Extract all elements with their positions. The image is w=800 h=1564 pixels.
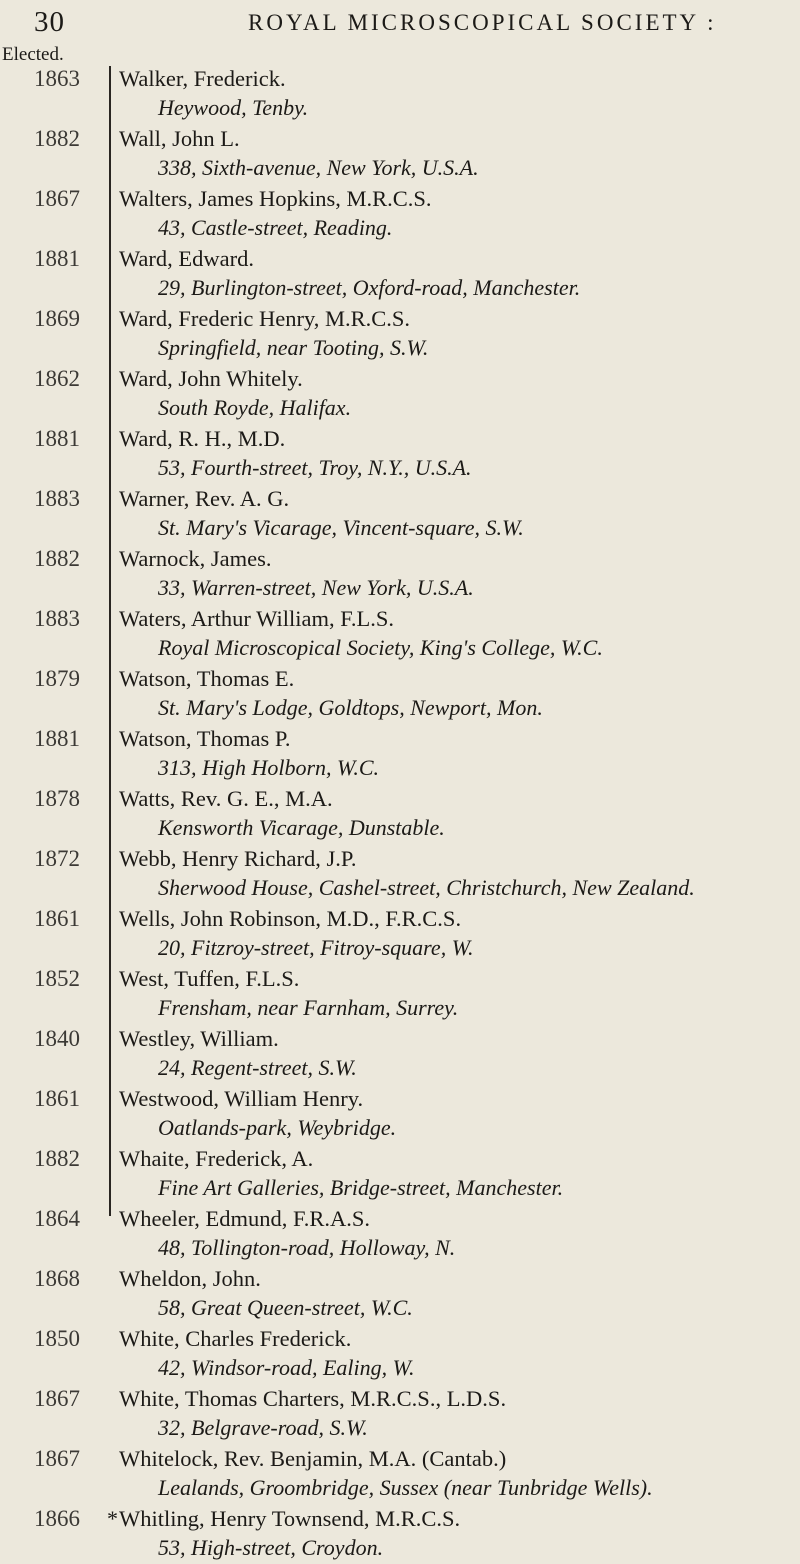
- list-item: [0, 1444, 800, 1504]
- member-name: Whitelock, Rev. Benjamin, M.A. (Cantab.): [119, 1446, 507, 1471]
- list-item: [0, 964, 800, 1024]
- list-item: [0, 304, 800, 364]
- election-year: 1840: [34, 1026, 80, 1051]
- list-item: [0, 1384, 800, 1444]
- member-address: South Royde, Halifax.: [158, 395, 352, 420]
- election-year: 1868: [34, 1266, 80, 1291]
- member-name: Ward, Edward.: [119, 246, 255, 271]
- list-item: [0, 364, 800, 424]
- member-name: White, Thomas Charters, M.R.C.S., L.D.S.: [119, 1386, 507, 1411]
- member-name: Watson, Thomas E.: [119, 666, 295, 691]
- member-address: Royal Microscopical Society, King's College, W.C.: [158, 635, 603, 660]
- member-name: Warner, Rev. A. G.: [119, 486, 290, 511]
- election-year: 1883: [34, 486, 80, 511]
- member-name: Wells, John Robinson, M.D., F.R.C.S.: [119, 906, 462, 931]
- member-address: 58, Great Queen-street, W.C.: [158, 1295, 413, 1320]
- member-name: Watson, Thomas P.: [119, 726, 291, 751]
- election-year: 1882: [34, 546, 80, 571]
- member-address: Heywood, Tenby.: [158, 95, 309, 120]
- member-name: West, Tuffen, F.L.S.: [119, 966, 300, 991]
- member-address: St. Mary's Vicarage, Vincent-square, S.W.: [158, 515, 524, 540]
- list-item: [0, 844, 800, 904]
- list-item: [0, 184, 800, 244]
- member-name: White, Charles Frederick.: [119, 1326, 352, 1351]
- member-address: 20, Fitzroy-street, Fitroy-square, W.: [158, 935, 474, 960]
- election-year: 1881: [34, 246, 80, 271]
- election-year: 1867: [34, 186, 80, 211]
- member-address: Springfield, near Tooting, S.W.: [158, 335, 429, 360]
- election-year: 1861: [34, 906, 80, 931]
- member-name: Webb, Henry Richard, J.P.: [119, 846, 357, 871]
- list-item: [0, 1204, 800, 1264]
- election-year: 1879: [34, 666, 80, 691]
- running-head: ROYAL MICROSCOPICAL SOCIETY :: [248, 10, 717, 35]
- member-list: [0, 64, 800, 1564]
- list-item: [0, 1024, 800, 1084]
- member-address: Fine Art Galleries, Bridge-street, Manchester.: [158, 1175, 564, 1200]
- page-number: 30: [34, 6, 65, 38]
- member-name: Walters, James Hopkins, M.R.C.S.: [119, 186, 432, 211]
- member-marker: *: [107, 1506, 118, 1531]
- election-year: 1866: [34, 1506, 80, 1531]
- list-item: [0, 64, 800, 124]
- election-year: 1883: [34, 606, 80, 631]
- member-name: Walker, Frederick.: [119, 66, 286, 91]
- election-year: 1864: [34, 1206, 80, 1231]
- list-item: [0, 1084, 800, 1144]
- election-year: 1882: [34, 126, 80, 151]
- election-year: 1862: [34, 366, 80, 391]
- member-name: Wall, John L.: [119, 126, 240, 151]
- list-item: [0, 1324, 800, 1384]
- list-item: [0, 424, 800, 484]
- member-name: Westley, William.: [119, 1026, 279, 1051]
- member-address: 48, Tollington-road, Holloway, N.: [158, 1235, 456, 1260]
- election-year: 1872: [34, 846, 80, 871]
- member-address: Oatlands-park, Weybridge.: [158, 1115, 397, 1140]
- list-item: [0, 664, 800, 724]
- member-address: 53, Fourth-street, Troy, N.Y., U.S.A.: [158, 455, 472, 480]
- list-item: [0, 1504, 800, 1564]
- member-address: 43, Castle-street, Reading.: [158, 215, 393, 240]
- list-item: [0, 484, 800, 544]
- member-name: Ward, R. H., M.D.: [119, 426, 286, 451]
- member-name: Warnock, James.: [119, 546, 272, 571]
- member-address: 29, Burlington-street, Oxford-road, Manchester.: [158, 275, 581, 300]
- member-address: Frensham, near Farnham, Surrey.: [158, 995, 459, 1020]
- member-address: 313, High Holborn, W.C.: [158, 755, 380, 780]
- member-address: St. Mary's Lodge, Goldtops, Newport, Mon.: [158, 695, 543, 720]
- election-year: 1878: [34, 786, 80, 811]
- member-address: 42, Windsor-road, Ealing, W.: [158, 1355, 415, 1380]
- member-name: Wheldon, John.: [119, 1266, 261, 1291]
- member-name: Whaite, Frederick, A.: [119, 1146, 314, 1171]
- election-year: 1881: [34, 426, 80, 451]
- election-year: 1867: [34, 1446, 80, 1471]
- list-item: [0, 904, 800, 964]
- member-name: Wheeler, Edmund, F.R.A.S.: [119, 1206, 371, 1231]
- list-item: [0, 1144, 800, 1204]
- member-name: Ward, John Whitely.: [119, 366, 303, 391]
- election-year: 1861: [34, 1086, 80, 1111]
- list-item: [0, 1264, 800, 1324]
- election-year: 1863: [34, 66, 80, 91]
- member-name: Whitling, Henry Townsend, M.R.C.S.: [119, 1506, 461, 1531]
- member-address: 33, Warren-street, New York, U.S.A.: [158, 575, 474, 600]
- member-name: Watts, Rev. G. E., M.A.: [119, 786, 333, 811]
- member-name: Westwood, William Henry.: [119, 1086, 364, 1111]
- member-address: 32, Belgrave-road, S.W.: [158, 1415, 368, 1440]
- election-year: 1867: [34, 1386, 80, 1411]
- member-address: Lealands, Groombridge, Sussex (near Tunbridge Wells).: [158, 1475, 653, 1500]
- list-item: [0, 604, 800, 664]
- elected-column-label: Elected.: [2, 44, 64, 65]
- list-item: [0, 724, 800, 784]
- member-name: Waters, Arthur William, F.L.S.: [119, 606, 395, 631]
- election-year: 1852: [34, 966, 80, 991]
- list-item: [0, 784, 800, 844]
- member-address: 53, High-street, Croydon.: [158, 1535, 384, 1560]
- member-address: 24, Regent-street, S.W.: [158, 1055, 357, 1080]
- member-name: Ward, Frederic Henry, M.R.C.S.: [119, 306, 411, 331]
- list-item: [0, 124, 800, 184]
- election-year: 1850: [34, 1326, 80, 1351]
- list-item: [0, 244, 800, 304]
- member-address: Sherwood House, Cashel-street, Christchurch, New Zealand.: [158, 875, 695, 900]
- list-item: [0, 544, 800, 604]
- page-header: [34, 6, 780, 42]
- member-address: Kensworth Vicarage, Dunstable.: [158, 815, 445, 840]
- member-address: 338, Sixth-avenue, New York, U.S.A.: [158, 155, 479, 180]
- election-year: 1881: [34, 726, 80, 751]
- election-year: 1869: [34, 306, 80, 331]
- election-year: 1882: [34, 1146, 80, 1171]
